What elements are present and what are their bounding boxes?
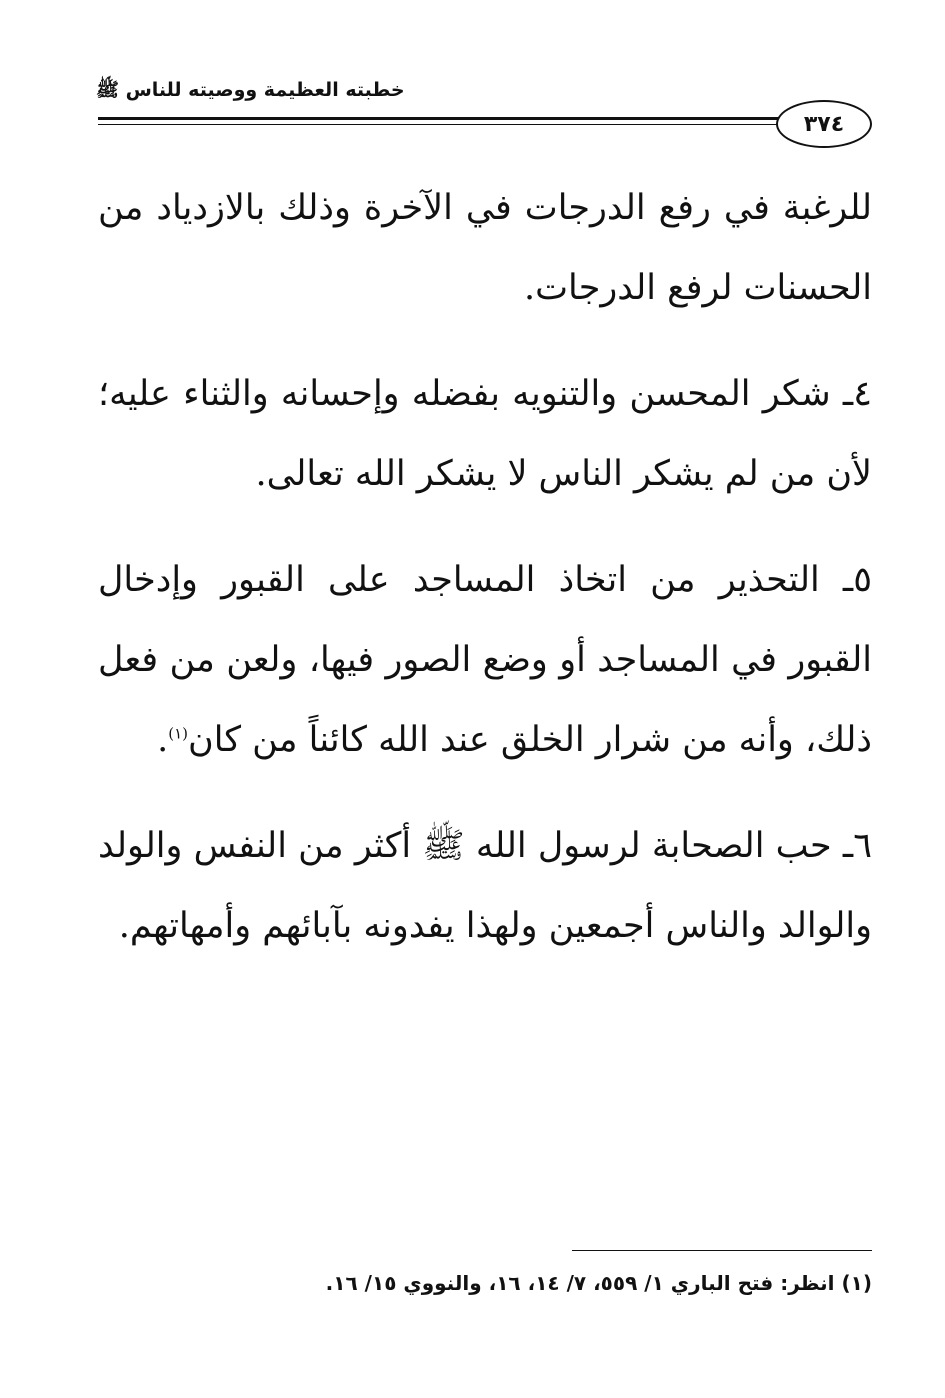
- paragraph-5-end: .: [157, 720, 169, 760]
- running-title: خطبته العظيمة ووصيته للناس ﷺ: [96, 79, 405, 101]
- paragraph-5-text: ٥ـ التحذير من اتخاذ المساجد على القبور وإدخال القبور في المساجد أو وضع الصور فيها، ولعن من فعل ذلك، وأنه من شرار الخلق عند الله كائناً من كان: [98, 560, 872, 760]
- body-text: [98, 168, 872, 992]
- page-number-oval: [776, 100, 872, 148]
- paragraph-4: ٤ـ شكر المحسن والتنويه بفضله وإحسانه والثناء عليه؛ لأن من لم يشكر الناس لا يشكر الله تعالى.: [98, 374, 872, 494]
- paragraph-5: [98, 540, 872, 780]
- footnote-separator: [572, 1250, 872, 1251]
- header-rule-thick: [98, 117, 780, 120]
- paragraph-1: للرغبة في رفع الدرجات في الآخرة وذلك بالازدياد من الحسنات لرفع الدرجات.: [98, 188, 872, 308]
- page-number: ٣٧٤: [803, 111, 845, 137]
- footnote: (١) انظر: فتح الباري ١/ ٥٥٩، ٧/ ١٤، ١٦، والنووي ١٥/ ١٦.: [325, 1271, 872, 1295]
- paragraph-6: ٦ـ حب الصحابة لرسول الله ﷺ أكثر من النفس والولد والوالد والناس أجمعين ولهذا يفدونه بآبائهم وأمهاتهم.: [98, 826, 872, 946]
- footnote-reference[interactable]: (١): [168, 724, 188, 743]
- header-rule-thin: [98, 124, 780, 125]
